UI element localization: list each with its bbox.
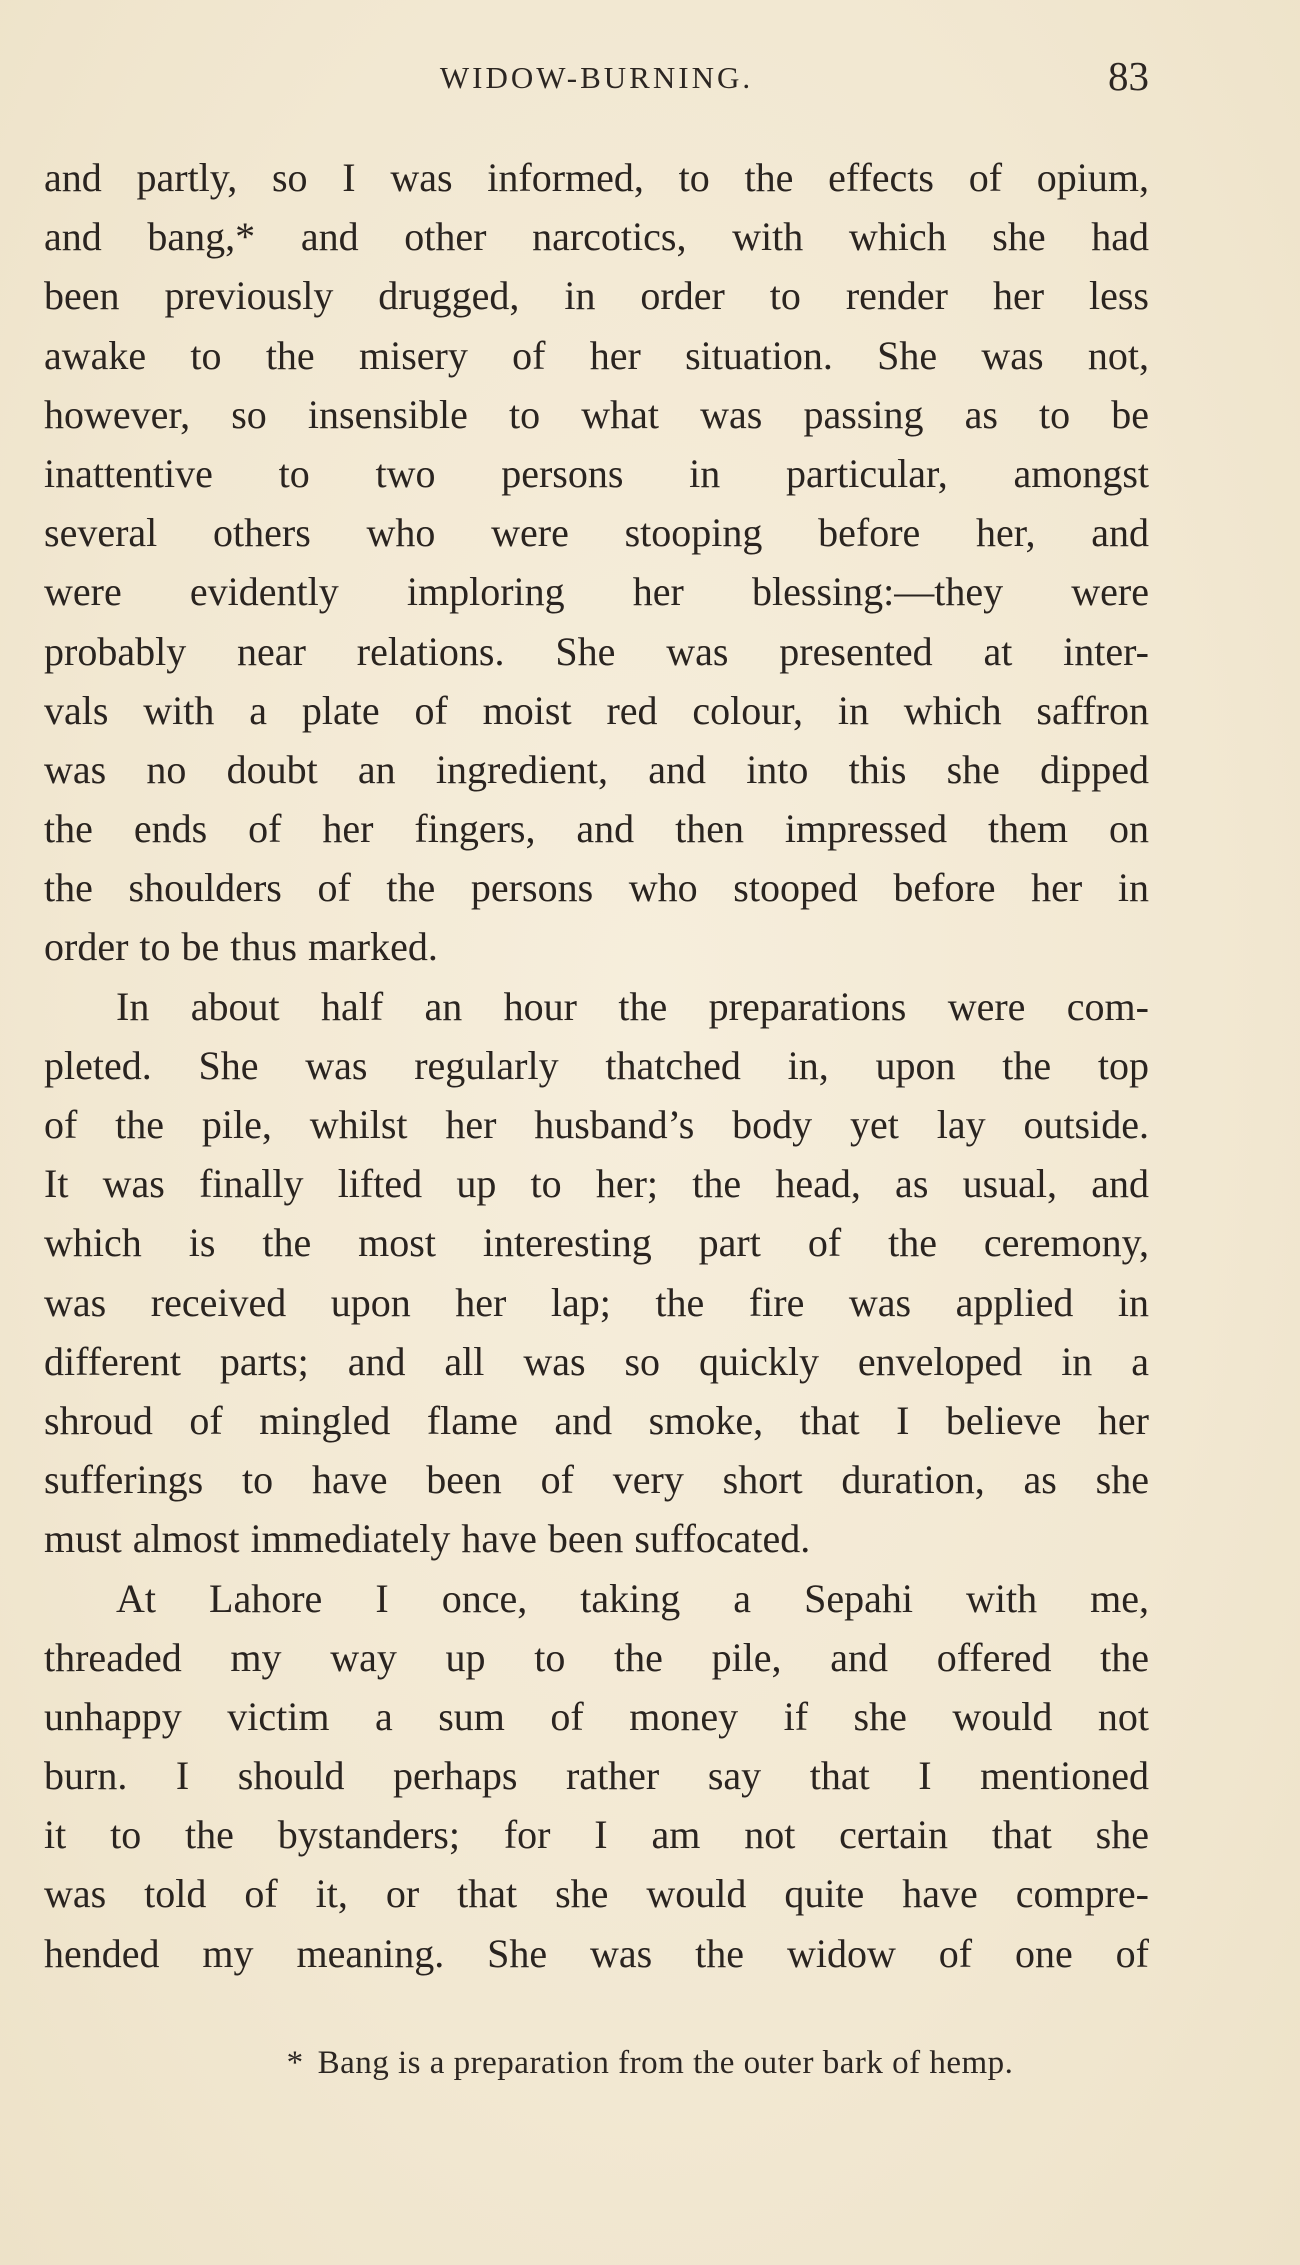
text-line: was received upon her lap; the fire was applied in [44,1279,1149,1325]
text-line: and bang,* and other narcotics, with which she had [44,214,1149,260]
footnote [0,2045,1300,2082]
body-text [44,148,1149,1983]
footnote-text: Bang is a preparation from the outer bark of hemp. [317,2045,1014,2081]
text-line: shroud of mingled flame and smoke, that I believe her [44,1397,1149,1443]
text-line: inattentive to two persons in particular, amongst [44,450,1149,496]
text-line: several others who were stooping before her, and [44,510,1149,556]
paragraph-end-line: order to be thus marked. [44,924,438,970]
text-line: however, so insensible to what was passing as to be [44,391,1149,437]
text-line: hended my meaning. She was the widow of one of [44,1930,1149,1976]
text-line: the ends of her fingers, and then impressed them on [44,806,1149,852]
text-line: was told of it, or that she would quite have compre- [44,1871,1149,1917]
paragraph-end-line: must almost immediately have been suffocated. [44,1516,811,1562]
text-line: probably near relations. She was presented at inter- [44,628,1149,674]
text-line: was no doubt an ingredient, and into this she dipped [44,746,1149,792]
text-line: it to the bystanders; for I am not certain that she [44,1812,1149,1858]
text-line: burn. I should perhaps rather say that I mentioned [44,1753,1149,1799]
text-line: It was finally lifted up to her; the head, as usual, and [44,1161,1149,1207]
text-line: pleted. She was regularly thatched in, upon the top [44,1042,1149,1088]
text-line: awake to the misery of her situation. She was not, [44,332,1149,378]
text-line: the shoulders of the persons who stooped before her in [44,865,1149,911]
text-line: different parts; and all was so quickly enveloped in a [44,1338,1149,1384]
text-line: unhappy victim a sum of money if she would not [44,1693,1149,1739]
text-line: were evidently imploring her blessing:—they were [44,569,1149,615]
text-line: and partly, so I was informed, to the effects of opium, [44,155,1149,200]
paragraph-start-line: At Lahore I once, taking a Sepahi with me, [116,1575,1149,1621]
text-line: vals with a plate of moist red colour, in which saffron [44,687,1149,733]
running-head: WIDOW-BURNING. [439,60,754,95]
page-number: 83 [1108,53,1149,99]
text-line: of the pile, whilst her husband’s body yet lay outside. [44,1102,1149,1147]
text-line: threaded my way up to the pile, and offered the [44,1634,1149,1680]
text-line: been previously drugged, in order to render her less [44,273,1149,319]
paragraph-start-line: In about half an hour the preparations were com- [116,983,1149,1029]
page-header [44,52,1149,102]
text-line: sufferings to have been of very short duration, as she [44,1457,1149,1503]
footnote-mark: * [286,2045,304,2081]
text-line: which is the most interesting part of the ceremony, [44,1220,1149,1266]
